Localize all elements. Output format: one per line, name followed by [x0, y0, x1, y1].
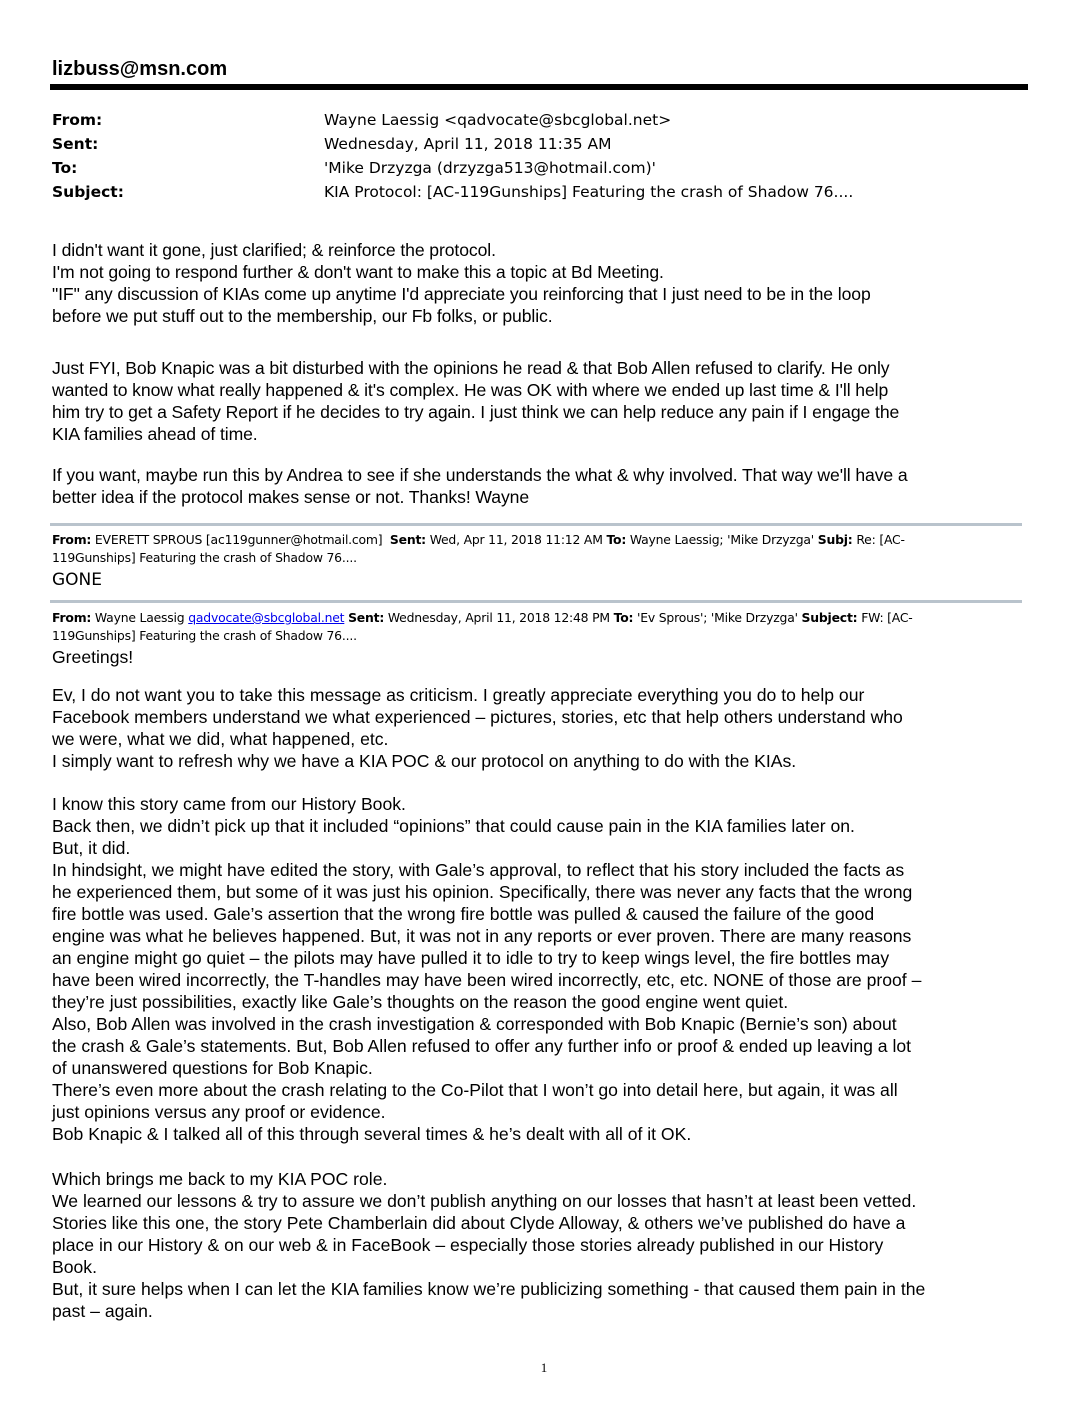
- reply1-subj-value: Re: [AC-: [856, 532, 905, 547]
- body2-line: Stories like this one, the story Pete Chamberlain did about Clyde Alloway, & others we’ve published do have a: [52, 1213, 906, 1233]
- reply2-subject-label: Subject:: [801, 610, 858, 625]
- body2-line: the crash & Gale’s statements. But, Bob Allen refused to offer any further info or proof & ended up leaving a lot: [52, 1036, 912, 1056]
- body2-line: past – again.: [52, 1301, 153, 1321]
- reply2-subject-value-cont: 119Gunships] Featuring the crash of Shadow 76....: [52, 628, 357, 643]
- reply1-to-label: To:: [606, 532, 627, 547]
- body1-line: KIA families ahead of time.: [52, 424, 258, 444]
- body2-line: of unanswered questions for Bob Knapic.: [52, 1058, 373, 1078]
- body1-line: I didn't want it gone, just clarified; & reinforce the protocol.: [52, 240, 496, 260]
- reply1-body: GONE: [52, 570, 103, 590]
- page-number: 1: [540, 1360, 548, 1375]
- reply1-header: [52, 531, 1012, 567]
- body2-line: engine was what he believes happened. But, it was not in any reports or ever proven. There are many reasons: [52, 926, 912, 946]
- reply1-subj-value-cont: 119Gunships] Featuring the crash of Shadow 76....: [52, 550, 357, 565]
- body1-line: better idea if the protocol makes sense or not. Thanks! Wayne: [52, 487, 530, 507]
- reply2-email-link[interactable]: qadvocate@sbcglobal.net: [188, 610, 345, 625]
- body2-line: I know this story came from our History Book.: [52, 794, 406, 814]
- reply1-subj-label: Subj:: [817, 532, 853, 547]
- body2-line: I simply want to refresh why we have a KIA POC & our protocol on anything to do with the KIAs.: [52, 751, 797, 771]
- body1-line: wanted to know what really happened & it's complex. He was OK with where we ended up last time & I'll help: [52, 380, 889, 400]
- reply2-to-label: To:: [613, 610, 634, 625]
- body2-paragraph-c: [52, 1168, 1032, 1322]
- body1-line: "IF" any discussion of KIAs come up anytime I'd appreciate you reinforcing that I just need to be in the loop: [52, 284, 871, 304]
- body2-paragraph-b: [52, 793, 1032, 1145]
- reply2-to-value: 'Ev Sprous'; 'Mike Drzyzga': [637, 610, 798, 625]
- header-subject-label: Subject:: [52, 183, 124, 201]
- header-to-label: To:: [52, 159, 78, 177]
- reply2-sent-value: Wednesday, April 11, 2018 12:48 PM: [387, 610, 610, 625]
- reply1-from-label: From:: [52, 532, 92, 547]
- body1-line: If you want, maybe run this by Andrea to see if she understands the what & why involved. That way we'll have a: [52, 465, 908, 485]
- reply1-sent-value: Wed, Apr 11, 2018 11:12 AM: [429, 532, 603, 547]
- body2-line: he experienced them, but some of it was just his opinion. Specifically, there was never any facts that the wrong: [52, 882, 913, 902]
- reply-separator: [50, 600, 1022, 603]
- body2-line: There’s even more about the crash relating to the Co-Pilot that I won’t go into detail here, but again, it was all: [52, 1080, 898, 1100]
- body2-line: they’re just possibilities, exactly like Gale’s thoughts on the reason the good engine went quiet.: [52, 992, 789, 1012]
- reply1-from-value: EVERETT SPROUS [ac119gunner@hotmail.com]: [94, 532, 383, 547]
- header-subject-row: [52, 183, 1022, 205]
- reply2-from-label: From:: [52, 610, 92, 625]
- body2-line: an engine might go quiet – the pilots may have pulled it to idle to try to keep wings level, the fire bottles may: [52, 948, 890, 968]
- body1-line: before we put stuff out to the membership, our Fb folks, or public.: [52, 306, 553, 326]
- body1-paragraph-3: [52, 464, 1032, 508]
- body1-line: I'm not going to respond further & don't want to make this a topic at Bd Meeting.: [52, 262, 664, 282]
- reply1-to-value: Wayne Laessig; 'Mike Drzyzga': [629, 532, 814, 547]
- reply2-sent-label: Sent:: [348, 610, 385, 625]
- body2-line: Also, Bob Allen was involved in the crash investigation & corresponded with Bob Knapic (Bernie’s son) about: [52, 1014, 897, 1034]
- body2-line: In hindsight, we might have edited the story, with Gale’s approval, to reflect that his story included the facts as: [52, 860, 905, 880]
- reply2-header: [52, 609, 1012, 645]
- body2-line: Back then, we didn’t pick up that it included “opinions” that could cause pain in the KIA families later on.: [52, 816, 855, 836]
- body1-line: Just FYI, Bob Knapic was a bit disturbed with the opinions he read & that Bob Allen refused to clarify. He only: [52, 358, 890, 378]
- body2-line: Bob Knapic & I talked all of this through several times & he’s dealt with all of it OK.: [52, 1124, 692, 1144]
- header-sent-value: Wednesday, April 11, 2018 11:35 AM: [324, 135, 612, 153]
- header-from-label: From:: [52, 111, 103, 129]
- body2-line: But, it did.: [52, 838, 131, 858]
- body2-line: have been wired incorrectly, the T-handles may have been wired incorrectly, etc, etc. NONE of those are proof –: [52, 970, 922, 990]
- reply-separator: [50, 523, 1022, 526]
- header-to-row: [52, 159, 1022, 181]
- body2-line: Which brings me back to my KIA POC role.: [52, 1169, 388, 1189]
- body2-paragraph-a: [52, 684, 1032, 772]
- body2-line: just opinions versus any proof or evidence.: [52, 1102, 386, 1122]
- body2-line: Book.: [52, 1257, 97, 1277]
- owner-divider: [50, 84, 1028, 90]
- header-sent-label: Sent:: [52, 135, 99, 153]
- body2-line: fire bottle was used. Gale’s assertion that the wrong fire bottle was pulled & caused the failure of the good: [52, 904, 875, 924]
- mailbox-owner: lizbuss@msn.com: [52, 58, 228, 80]
- body2-greeting: Greetings!: [52, 647, 134, 667]
- header-from-value: Wayne Laessig <qadvocate@sbcglobal.net>: [324, 111, 672, 129]
- body2-line: Ev, I do not want you to take this message as criticism. I greatly appreciate everything you do to help our: [52, 685, 865, 705]
- body1-paragraph-2: [52, 357, 1032, 445]
- body2-line: We learned our lessons & try to assure we don’t publish anything on our losses that hasn’t at least been vetted.: [52, 1191, 917, 1211]
- header-subject-value: KIA Protocol: [AC-119Gunships] Featuring the crash of Shadow 76....: [324, 183, 854, 201]
- reply2-from-name: Wayne Laessig: [94, 610, 185, 625]
- body2-line: But, it sure helps when I can let the KIA families know we’re publicizing something - that caused them pain in the: [52, 1279, 926, 1299]
- body1-paragraph-1: [52, 239, 1032, 327]
- header-from-row: [52, 111, 1022, 133]
- body2-line: we were, what we did, what happened, etc.: [52, 729, 389, 749]
- body1-line: him try to get a Safety Report if he decides to try again. I just think we can help reduce any pain if I engage the: [52, 402, 900, 422]
- reply2-subject-value: FW: [AC-: [861, 610, 913, 625]
- body2-line: place in our History & on our web & in FaceBook – especially those stories already published in our History: [52, 1235, 884, 1255]
- header-sent-row: [52, 135, 1022, 157]
- body2-line: Facebook members understand we what experienced – pictures, stories, etc that help others understand who: [52, 707, 903, 727]
- header-to-value: 'Mike Drzyzga (drzyzga513@hotmail.com)': [324, 159, 656, 177]
- reply1-sent-label: Sent:: [389, 532, 426, 547]
